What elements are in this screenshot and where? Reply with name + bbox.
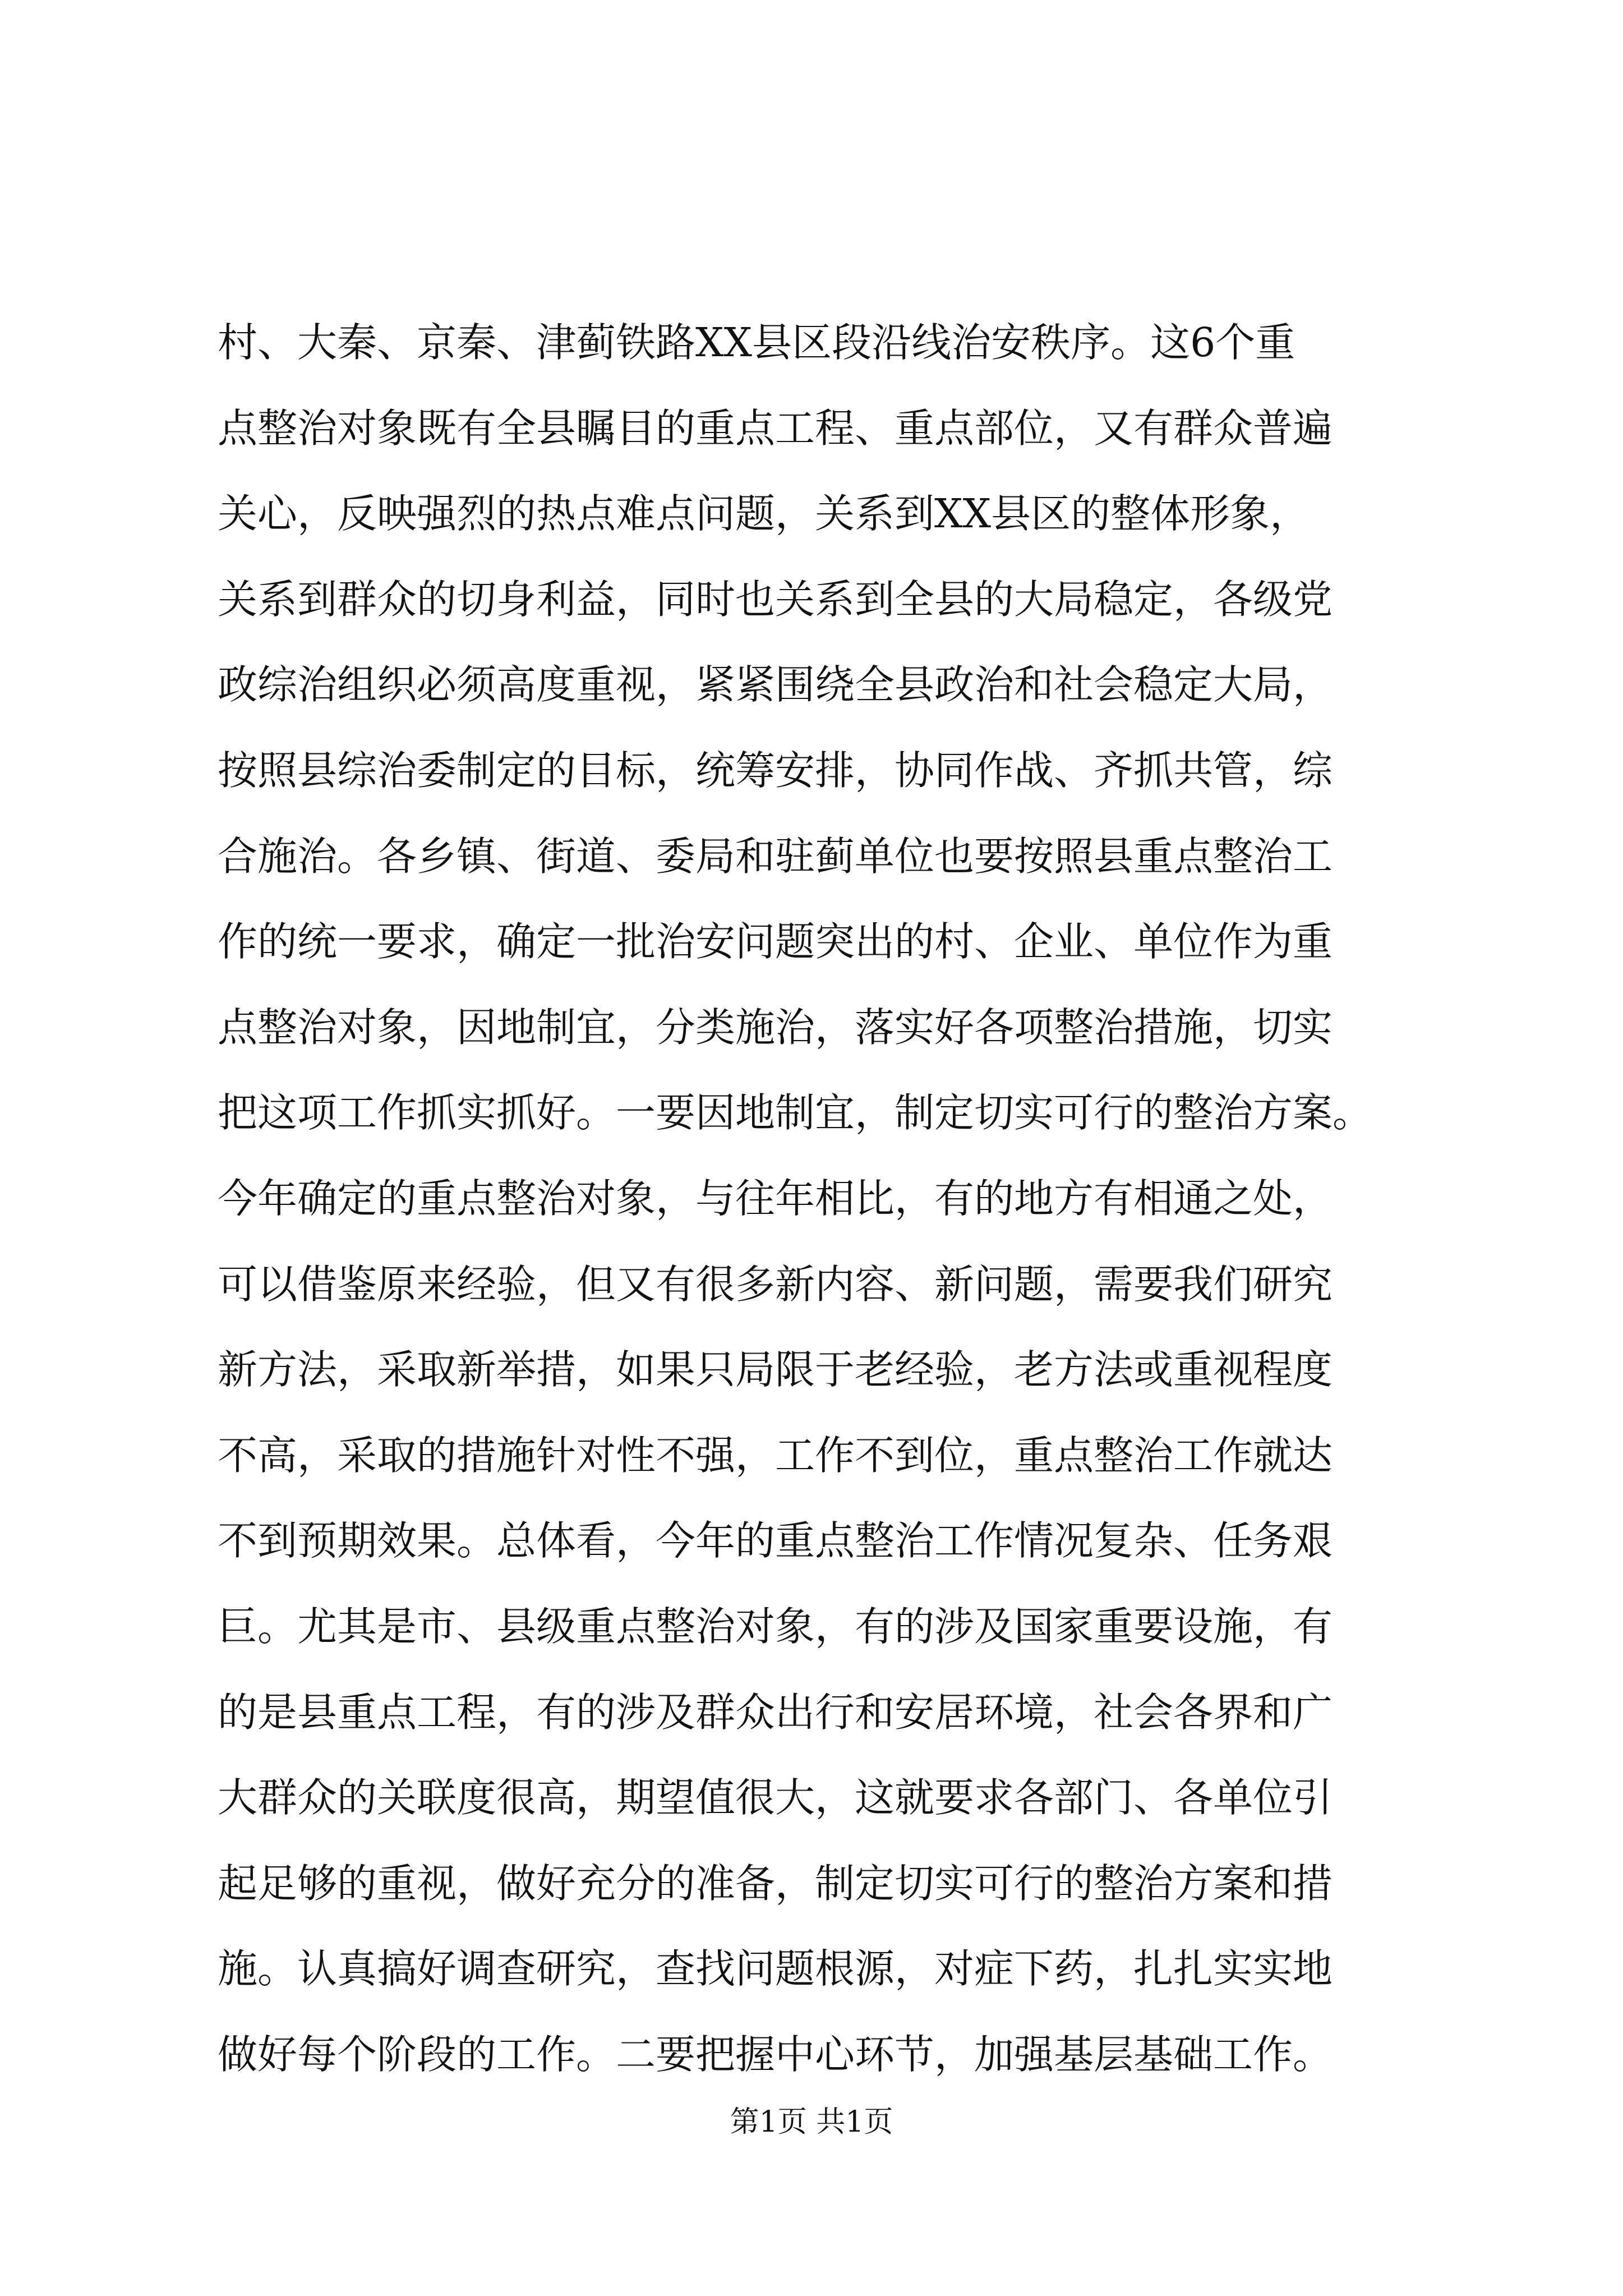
text-line: 关系到群众的切身利益，同时也关系到全县的大局稳定，各级党 <box>218 576 1333 623</box>
text-line: 可以借鉴原来经验，但又有很多新内容、新问题，需要我们研究 <box>218 1260 1333 1308</box>
text-line: 巨。尤其是市、县级重点整治对象，有的涉及国家重要设施，有 <box>218 1603 1333 1650</box>
text-line: 政综治组织必须高度重视，紧紧围绕全县政治和社会稳定大局， <box>218 661 1333 708</box>
text-line: 关心，反映强烈的热点难点问题，关系到XX县区的整体形象， <box>218 490 1310 537</box>
text-line: 点整治对象，因地制宜，分类施治，落实好各项整治措施，切实 <box>218 1004 1333 1051</box>
page-number: 第1页 共1页 <box>730 2105 893 2139</box>
text-line: 施。认真搞好调查研究，查找问题根源，对症下药，扎扎实实地 <box>218 1945 1333 1993</box>
text-line: 新方法，采取新举措，如果只局限于老经验，老方法或重视程度 <box>218 1346 1333 1393</box>
text-line: 的是县重点工程，有的涉及群众出行和安居环境，社会各界和广 <box>218 1688 1333 1736</box>
text-line: 大群众的关联度很高，期望值很大，这就要求各部门、各单位引 <box>218 1774 1333 1821</box>
text-line: 点整治对象既有全县瞩目的重点工程、重点部位，又有群众普遍 <box>218 404 1333 452</box>
text-line: 起足够的重视，做好充分的准备，制定切实可行的整治方案和措 <box>218 1860 1333 1907</box>
text-line: 村、大秦、京秦、津蓟铁路XX县区段沿线治安秩序。这6个重 <box>218 319 1295 366</box>
text-line: 按照县综治委制定的目标，统筹安排，协同作战、齐抓共管，综 <box>218 747 1333 794</box>
text-line: 合施治。各乡镇、街道、委局和驻蓟单位也要按照县重点整治工 <box>218 832 1333 880</box>
body-paragraph <box>218 300 1451 2097</box>
text-line: 不高，采取的措施针对性不强，工作不到位，重点整治工作就达 <box>218 1432 1333 1479</box>
text-line: 不到预期效果。总体看，今年的重点整治工作情况复杂、任务艰 <box>218 1517 1333 1565</box>
text-line: 做好每个阶段的工作。二要把握中心环节，加强基层基础工作。 <box>218 2031 1333 2078</box>
text-line: 把这项工作抓实抓好。一要因地制宜，制定切实可行的整治方案。 <box>218 1089 1373 1137</box>
text-line: 作的统一要求，确定一批治安问题突出的村、企业、单位作为重 <box>218 918 1333 965</box>
text-line: 今年确定的重点整治对象，与往年相比，有的地方有相通之处， <box>218 1175 1333 1222</box>
